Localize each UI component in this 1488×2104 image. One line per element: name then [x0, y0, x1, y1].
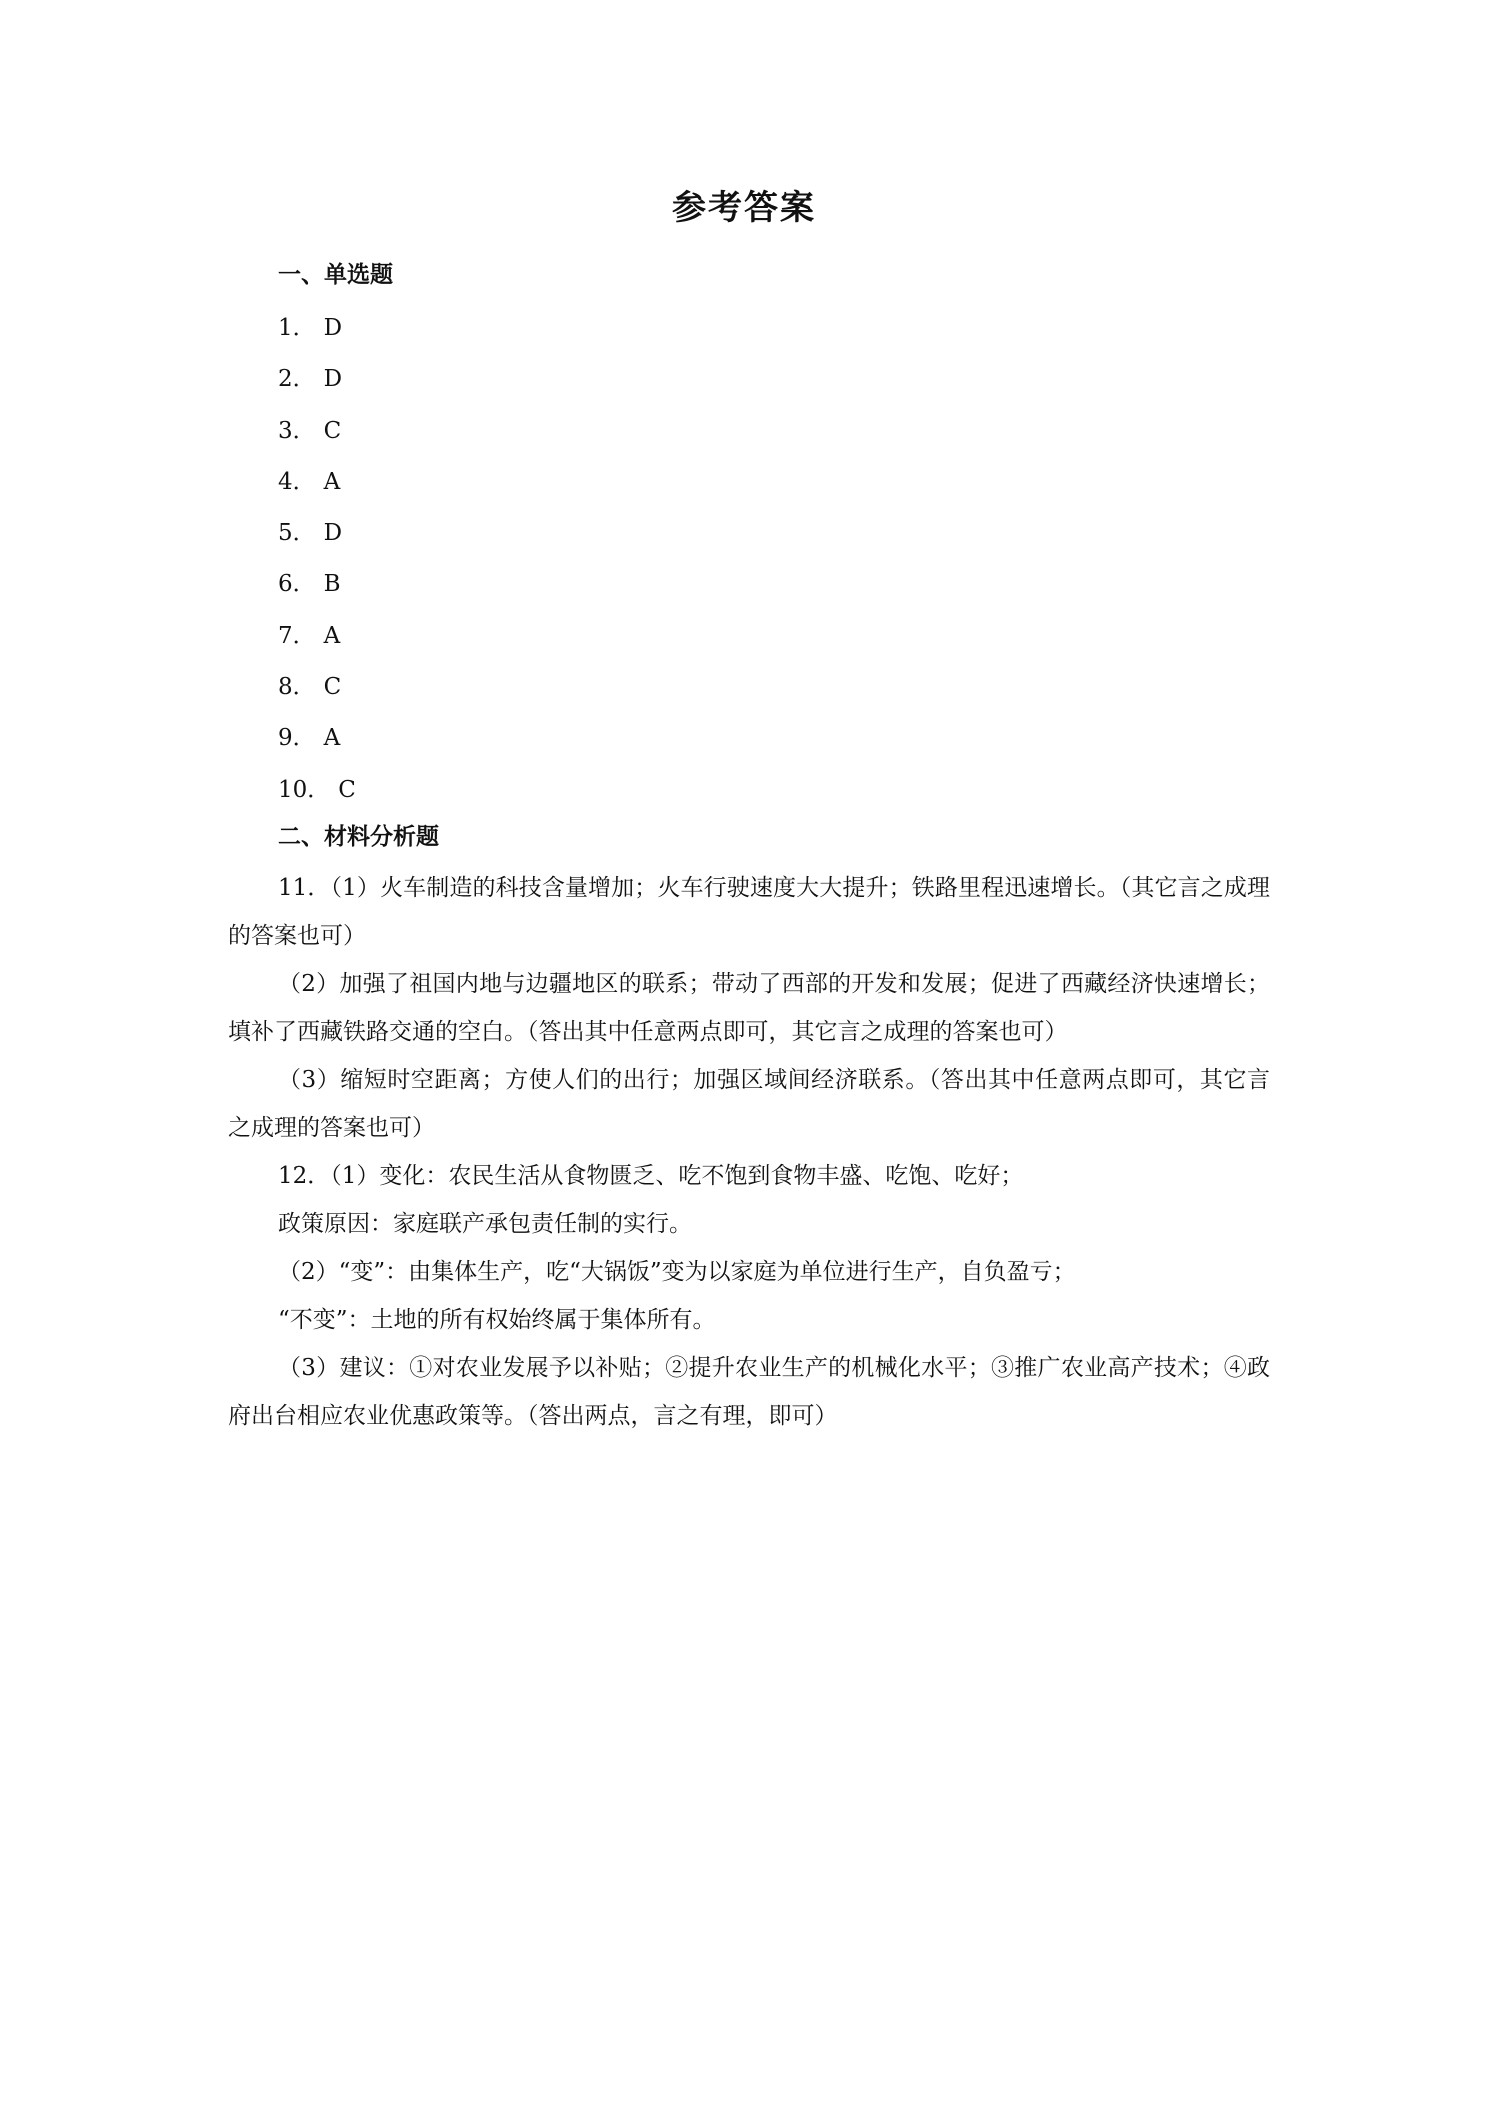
answer-item-3 — [278, 406, 356, 457]
answer-paragraph-11-2: （2）加强了祖国内地与边疆地区的联系；带动了西部的开发和发展；促进了西藏经济快速增长；填补了西藏铁路交通的空白。（答出其中任意两点即可，其它言之成理的答案也可） — [228, 971, 1270, 1045]
answer-number: 1． — [278, 315, 316, 341]
answer-item-5 — [278, 508, 356, 559]
answer-option: A — [323, 468, 341, 495]
answer-paragraph-12-1-reason: 政策原因：家庭联产承包责任制的实行。 — [278, 1211, 692, 1237]
answer-paragraph-12-2-unchanged: “不变”：土地的所有权始终属于集体所有。 — [278, 1307, 716, 1333]
answer-item-1 — [278, 303, 356, 354]
answer-option: D — [323, 366, 343, 393]
section-heading-material-analysis: 二、材料分析题 — [278, 824, 439, 850]
answer-item-10 — [278, 765, 356, 816]
answer-option: C — [323, 674, 342, 701]
answer-item-2 — [278, 354, 356, 405]
answer-option: D — [323, 315, 343, 341]
document-title: 参考答案 — [672, 188, 816, 228]
answer-number: 8． — [278, 674, 316, 701]
answer-item-9 — [278, 713, 356, 764]
answer-item-4 — [278, 457, 356, 508]
answer-option: D — [323, 520, 343, 547]
answer-paragraph-12-2: （2）“变”：由集体生产，吃“大锅饭”变为以家庭为单位进行生产，自负盈亏； — [278, 1259, 1076, 1285]
answer-item-8 — [278, 662, 356, 713]
answer-number: 7． — [278, 622, 316, 649]
answer-list — [278, 303, 356, 816]
answer-number: 9． — [278, 725, 316, 752]
answer-number: 5． — [278, 520, 316, 547]
answer-number: 10． — [278, 776, 331, 803]
answer-option: C — [338, 776, 356, 803]
answer-item-7 — [278, 611, 356, 662]
answer-option: A — [323, 622, 341, 649]
answer-item-6 — [278, 559, 356, 610]
answer-option: A — [323, 725, 341, 752]
answer-paragraph-12-3: （3）建议：①对农业发展予以补贴；②提升农业生产的机械化水平；③推广农业高产技术；④政府出台相应农业优惠政策等。（答出两点，言之有理，即可） — [228, 1355, 1270, 1429]
answer-paragraph-11-3: （3）缩短时空距离；方使人们的出行；加强区域间经济联系。（答出其中任意两点即可，其它言之成理的答案也可） — [228, 1067, 1270, 1141]
answer-number: 2． — [278, 366, 316, 393]
material-analysis-answers — [228, 864, 1270, 1440]
answer-number: 6． — [278, 571, 316, 598]
answer-paragraph-12-1: 12．（1）变化：农民生活从食物匮乏、吃不饱到食物丰盛、吃饱、吃好； — [278, 1163, 1024, 1189]
section-heading-single-choice: 一、单选题 — [278, 262, 393, 288]
answer-option: C — [323, 417, 342, 444]
answer-option: B — [323, 571, 341, 598]
answer-paragraph-11-1: 11．（1）火车制造的科技含量增加；火车行驶速度大大提升；铁路里程迅速增长。（其它言之成理的答案也可） — [228, 875, 1270, 949]
answer-number: 3． — [278, 417, 316, 444]
answer-number: 4． — [278, 468, 316, 495]
